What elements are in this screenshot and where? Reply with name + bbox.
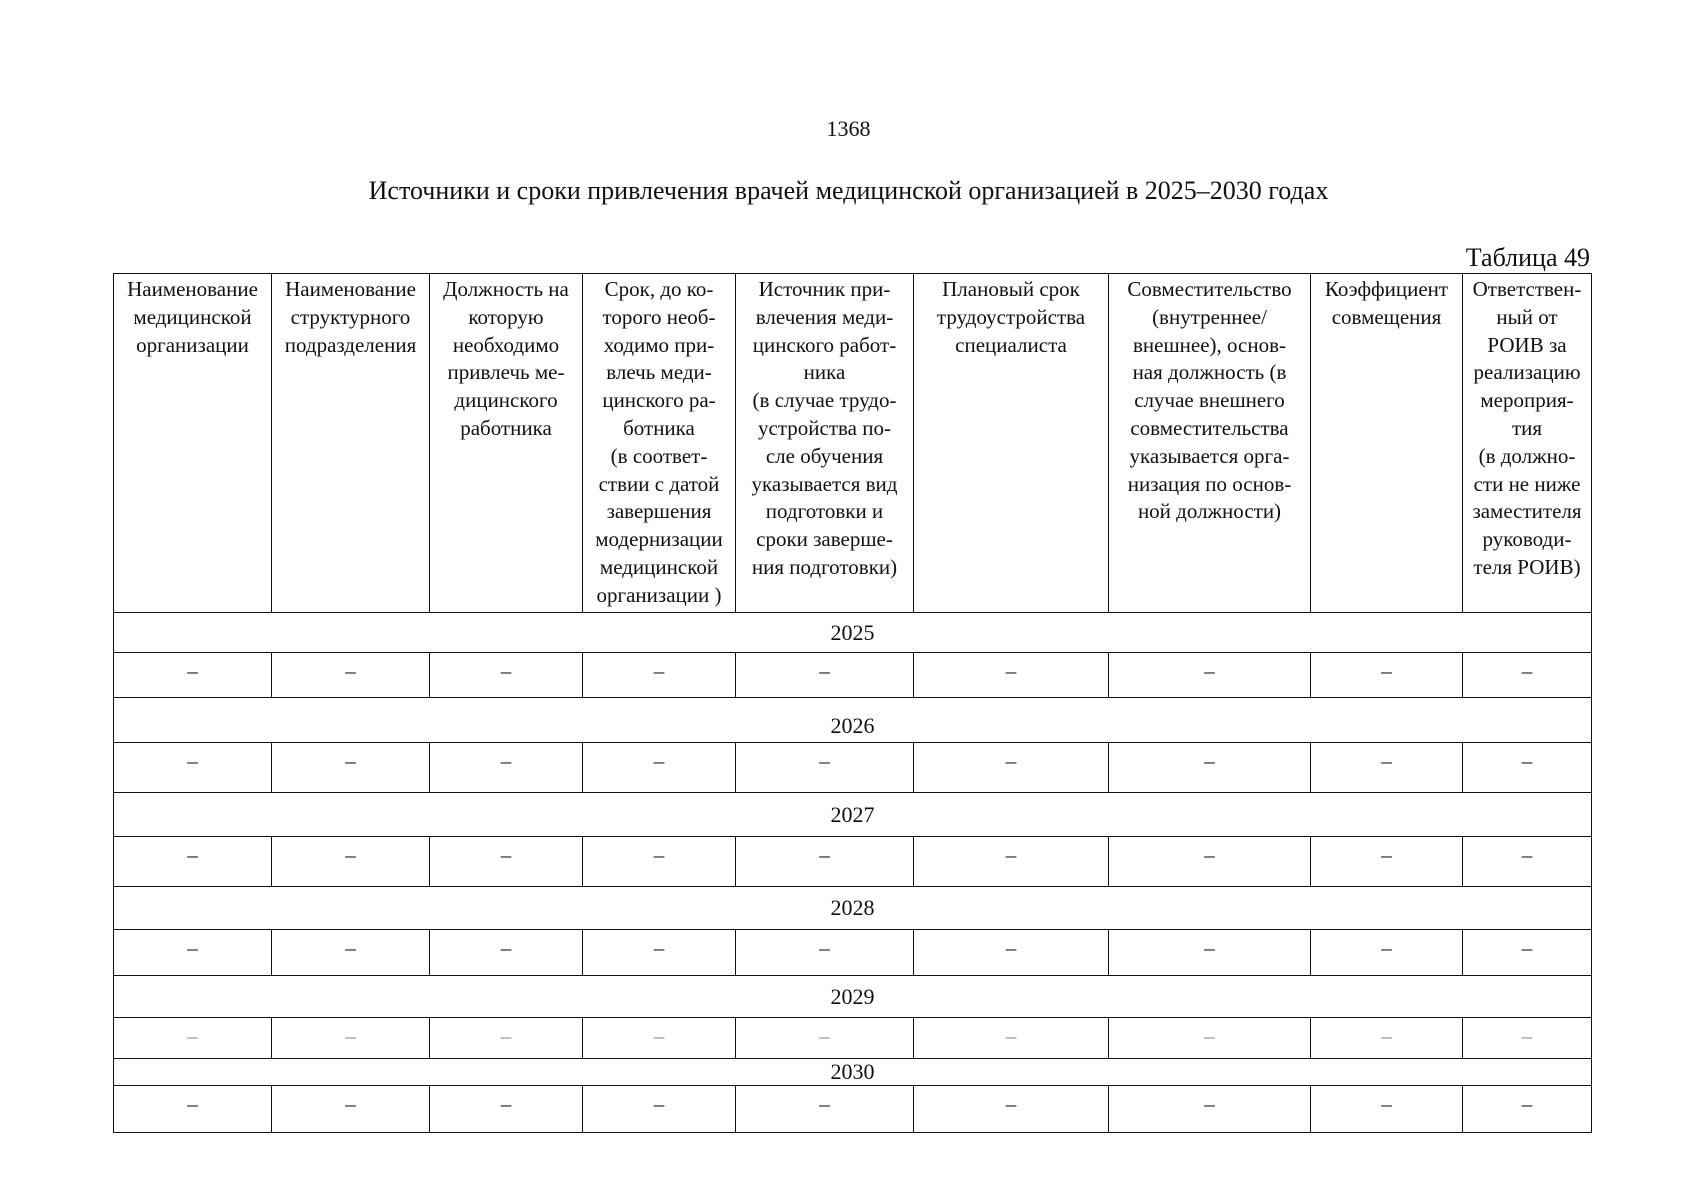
table-cell: – [430,743,583,793]
header-combination: Совместительство (внутреннее/ внешнее), основ- ная должность (в случае внешнего совместительства указывается орга- низация по основ- ной должности) [1109,274,1311,613]
table-cell: – [736,1018,914,1059]
table-cell: – [583,1086,736,1133]
page-number: 1368 [826,116,871,141]
table-cell: – [114,1018,272,1059]
table-cell: – [1463,1086,1592,1133]
year-label: 2025 [114,613,1592,653]
year-label: 2026 [114,698,1592,743]
table-cell: – [1311,743,1463,793]
table-cell: – [736,743,914,793]
header-medical-organization: Наименование медицинской организации [114,274,272,613]
header-position: Должность на которую необходимо привлечь ме- дицинского работника [430,274,583,613]
table-cell: – [1311,1086,1463,1133]
table-cell: – [272,653,430,698]
table-row [114,1086,1592,1133]
table-cell: – [914,837,1109,887]
table-cell: – [583,837,736,887]
table-cell: – [1311,930,1463,976]
table-cell: – [1109,653,1311,698]
table-cell: – [1463,837,1592,887]
table-cell: – [272,743,430,793]
table-cell: – [914,743,1109,793]
table-cell: – [1109,743,1311,793]
table-cell: – [583,930,736,976]
table-cell: – [1311,837,1463,887]
table-label: Таблица 49 [1465,243,1590,272]
table-cell: – [430,837,583,887]
table-cell: – [736,837,914,887]
table-cell: – [272,1018,430,1059]
year-row [114,793,1592,837]
table-cell: – [430,930,583,976]
header-planned-employment: Плановый срок трудоустройства специалиста [914,274,1109,613]
table-row [114,930,1592,976]
header-source: Источник при- влечения меди- цинского работ- ника (в случае трудо- устройства по- сле обучения указывается вид подготовки и сроки заверше- ния подготовки) [736,274,914,613]
table-cell: – [914,930,1109,976]
table-cell: – [914,1018,1109,1059]
table-cell: – [1311,653,1463,698]
table-cell: – [583,653,736,698]
year-row [114,976,1592,1018]
year-label: 2028 [114,887,1592,930]
table-cell: – [1463,1018,1592,1059]
table-cell: – [1109,1018,1311,1059]
table-cell: – [430,1086,583,1133]
table-row [114,1018,1592,1059]
table-cell: – [1463,653,1592,698]
table-cell: – [736,930,914,976]
table-row [114,743,1592,793]
table-cell: – [430,653,583,698]
header-combination-ratio: Коэффициент совмещения [1311,274,1463,613]
table-cell: – [272,930,430,976]
table-cell: – [114,743,272,793]
table-cell: – [914,653,1109,698]
table-cell: – [1311,1018,1463,1059]
table-cell: – [272,1086,430,1133]
table-cell: – [272,837,430,887]
table-cell: – [1109,1086,1311,1133]
table-cell: – [114,1086,272,1133]
year-label: 2030 [114,1059,1592,1086]
table-cell: – [1109,837,1311,887]
table-cell: – [1463,743,1592,793]
table-cell: – [114,930,272,976]
year-label: 2029 [114,976,1592,1018]
year-row [114,887,1592,930]
header-structural-unit: Наименование структурного подразделения [272,274,430,613]
year-label: 2027 [114,793,1592,837]
attraction-table [113,273,1592,1133]
table-cell: – [736,653,914,698]
table-cell: – [1463,930,1592,976]
year-row [114,1059,1592,1086]
year-row [114,698,1592,743]
table-header-row [114,274,1592,613]
table-cell: – [114,837,272,887]
table-cell: – [736,1086,914,1133]
table-cell: – [914,1086,1109,1133]
table-cell: – [430,1018,583,1059]
table-row [114,837,1592,887]
table-row [114,653,1592,698]
table-cell: – [583,743,736,793]
header-responsible: Ответствен- ный от РОИВ за реализацию мероприя- тия (в должно- сти не ниже заместителя руководи- теля РОИВ) [1463,274,1592,613]
header-deadline: Срок, до ко- торого необ- ходимо при- влечь меди- цинского ра- ботника (в соответ- ствии с датой завершения модернизации медицинской организации ) [583,274,736,613]
table-cell: – [114,653,272,698]
document-title: Источники и сроки привлечения врачей медицинской организацией в 2025–2030 годах [368,176,1329,205]
table-cell: – [583,1018,736,1059]
year-row [114,613,1592,653]
table-cell: – [1109,930,1311,976]
